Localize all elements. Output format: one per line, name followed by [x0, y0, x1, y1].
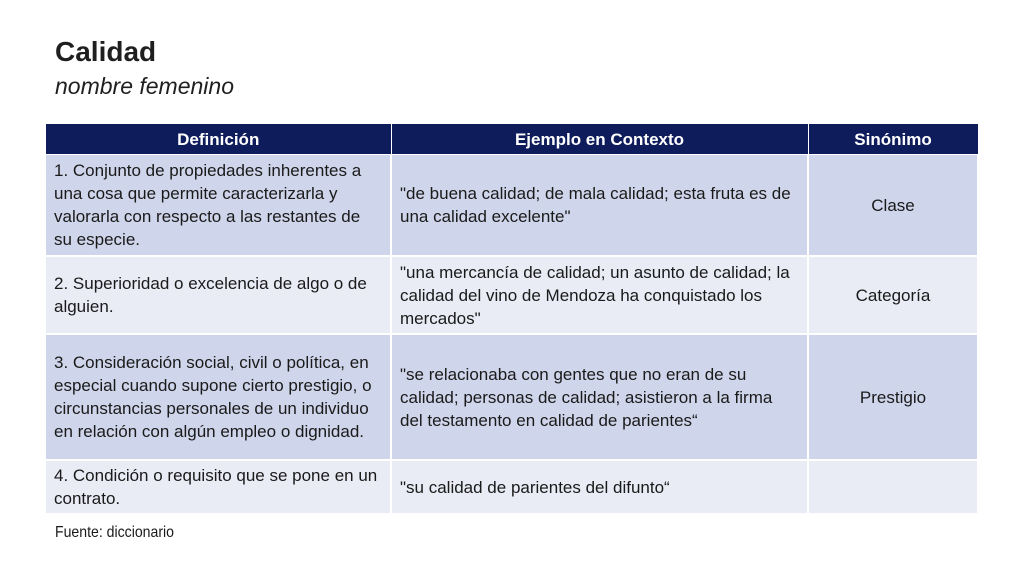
header-ejemplo: Ejemplo en Contexto [391, 124, 808, 155]
example-cell: "su calidad de parientes del difunto“ [391, 460, 808, 514]
definitions-table [46, 124, 979, 515]
source-note: Fuente: diccionario [55, 524, 174, 541]
synonym-cell: Categoría [808, 256, 978, 334]
page-title: Calidad [55, 36, 157, 67]
example-cell: "se relacionaba con gentes que no eran de su calidad; personas de calidad; asistieron a la firma del testamento en calidad de parientes“ [391, 334, 808, 460]
example-cell: "una mercancía de calidad; un asunto de calidad; la calidad del vino de Mendoza ha conquistado los mercados" [391, 256, 808, 334]
example-cell: "de buena calidad; de mala calidad; esta fruta es de una calidad excelente" [391, 155, 808, 257]
table-row [46, 460, 978, 514]
definition-cell: 1. Conjunto de propiedades inherentes a una cosa que permite caracterizarla y valorarla con respecto a las restantes de su especie. [46, 155, 391, 257]
definition-cell: 4. Condición o requisito que se pone en un contrato. [46, 460, 391, 514]
table-row [46, 334, 978, 460]
table-row [46, 256, 978, 334]
header-definicion: Definición [46, 124, 391, 155]
synonym-cell: Clase [808, 155, 978, 257]
definition-cell: 2. Superioridad o excelencia de algo o de alguien. [46, 256, 391, 334]
header-sinonimo: Sinónimo [808, 124, 978, 155]
synonym-cell [808, 460, 978, 514]
definition-cell: 3. Consideración social, civil o política, en especial cuando supone cierto prestigio, o circunstancias personales de un individuo en relación con algún empleo o dignidad. [46, 334, 391, 460]
page-subtitle: nombre femenino [55, 73, 234, 99]
synonym-cell: Prestigio [808, 334, 978, 460]
table-row [46, 155, 978, 257]
table-header-row [46, 124, 978, 155]
